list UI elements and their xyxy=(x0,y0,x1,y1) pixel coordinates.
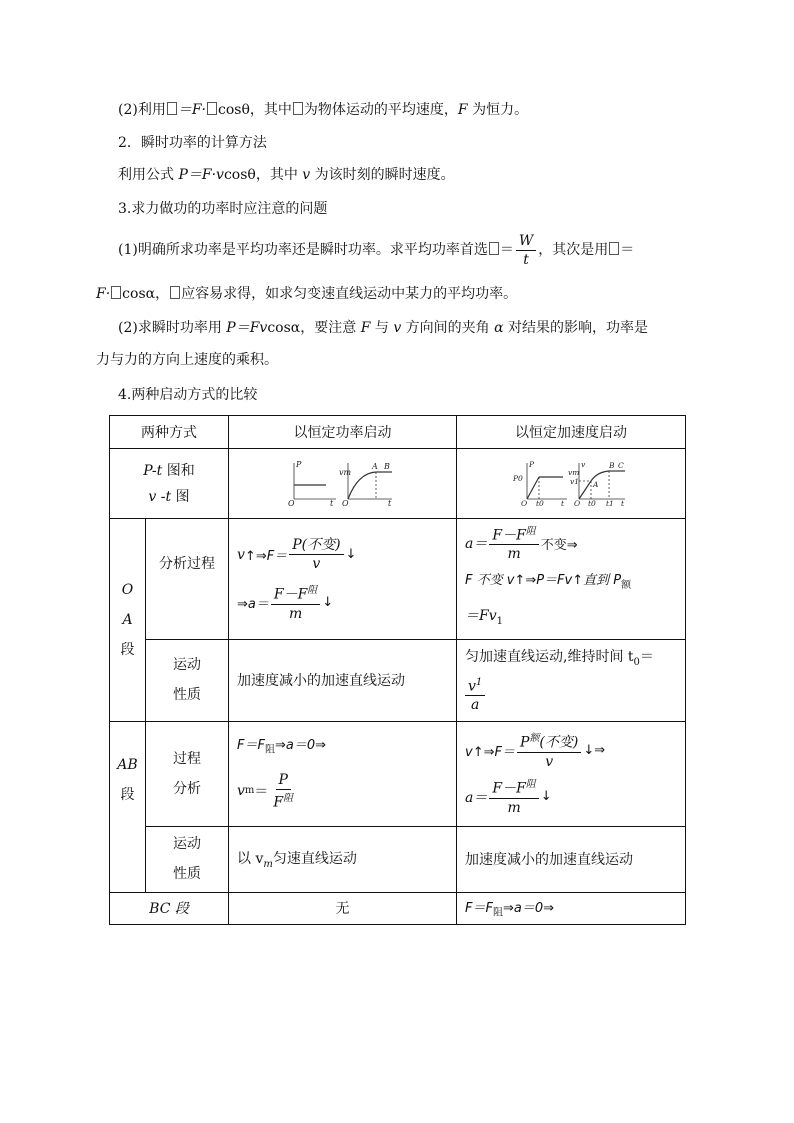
label-P: P xyxy=(295,459,301,469)
bc-constant-acceleration: $F=F_阻\Rightarrow a=0\Rightarrow$ xyxy=(457,892,686,924)
missing-symbol-box xyxy=(489,242,499,255)
label-A: A xyxy=(593,479,599,489)
bc-constant-power: 无 xyxy=(229,892,457,924)
paragraph-notes-2: (2)求瞬时功率用 P＝Fvcosα，要注意 F 与 v 方向间的夹角 α 对结果的影响，功率是 xyxy=(118,320,649,336)
missing-symbol-box xyxy=(293,102,303,115)
missing-symbol-box xyxy=(170,286,180,299)
label-A: A xyxy=(371,461,378,471)
label-v: v xyxy=(581,459,586,469)
label-t: t xyxy=(329,498,333,507)
table-row-ab-nature xyxy=(110,826,686,892)
label-B: B xyxy=(383,461,390,471)
label-t: t xyxy=(621,498,625,507)
label-P: P xyxy=(529,459,535,469)
graph-constant-acceleration xyxy=(513,457,629,507)
ab-nature-constant-power: 以 $v_m$匀速直线运动 xyxy=(229,826,457,892)
missing-symbol-box xyxy=(111,286,121,299)
ab-nature-constant-acceleration: 加速度减小的加速直线运动 xyxy=(457,826,686,892)
table-row-graphs xyxy=(110,449,686,519)
missing-symbol-box xyxy=(167,102,177,115)
oa-nature-constant-power: 加速度减小的加速直线运动 xyxy=(229,639,457,721)
sub-motion-nature: 运动 性质 xyxy=(146,639,229,721)
graphs-constant-acceleration xyxy=(457,449,686,519)
paragraph-instant-power: 利用公式 P＝F·vcosθ，其中 v 为该时刻的瞬时速度。 xyxy=(118,167,455,183)
group-oa-segment: O A 段 xyxy=(110,519,146,722)
table-header-row xyxy=(110,416,686,449)
header-constant-acceleration: 以恒定加速度启动 xyxy=(457,416,686,449)
label-C: C xyxy=(618,460,624,470)
label-t0: t0 xyxy=(588,498,596,507)
ab-analysis-constant-power: $F=F_阻\Rightarrow a=0\Rightarrow$ v m ＝ $\frac{P}{F^阻}$ xyxy=(229,721,457,826)
label-vm: vm xyxy=(568,467,580,477)
label-t0: t0 xyxy=(536,498,544,507)
sub-analysis-process: 分析过程 xyxy=(146,519,229,640)
oa-analysis-constant-acceleration: a＝ $\frac{F-F^阻}{m}$ 不变⇒ F 不变 v↑⇒P＝Fv↑直到 $P_额$ $=Fv_1$ xyxy=(457,519,686,640)
table-row-ab-analysis xyxy=(110,721,686,826)
header-constant-power: 以恒定功率启动 xyxy=(229,416,457,449)
label-O: O xyxy=(341,498,349,507)
heading-notes: 3.求力做功的功率时应注意的问题 xyxy=(118,201,328,217)
table-row-oa-analysis xyxy=(110,519,686,640)
paragraph-average-power-2: (2)利用 ＝F· cosθ，其中 为物体运动的平均速度，F 为恒力。 xyxy=(118,102,529,118)
missing-symbol-box xyxy=(207,102,217,115)
header-method: 两种方式 xyxy=(110,416,229,449)
table-row-bc xyxy=(110,892,686,924)
ab-analysis-constant-acceleration: v↑⇒F＝ $\frac{P^额(不变)}{v}$ ↓⇒ a＝ $\frac{F-F^阻}{m}$ ↓ xyxy=(457,721,686,826)
startup-comparison-table xyxy=(109,415,686,925)
oa-nature-constant-acceleration: 匀加速直线运动,维持时间 $t_0=$ $\frac{v^1}{a}$ xyxy=(457,639,686,721)
label-t: t xyxy=(561,498,565,507)
heading-startup-comparison: 4.两种启动方式的比较 xyxy=(118,387,258,403)
group-bc-segment: BC 段 xyxy=(110,892,229,924)
label-P0: P0 xyxy=(513,473,523,483)
fraction-w-over-t: $\frac{W}{t}$ xyxy=(516,232,536,269)
missing-symbol-box xyxy=(609,242,619,255)
graph-constant-power xyxy=(288,457,398,507)
graphs-constant-power xyxy=(229,449,457,519)
label-vm: vm xyxy=(338,467,351,477)
oa-analysis-constant-power: v ↑⇒F＝ $\frac{\text{P(不变)}}{v}$ ↓ ⇒a＝ $\frac{F-F^阻}{m}$ ↓ xyxy=(229,519,457,640)
sub-process-analysis: 过程 分析 xyxy=(146,721,229,826)
label-O: O xyxy=(287,498,295,507)
paragraph-notes-2-cont: 力与力的方向上速度的乘积。 xyxy=(96,352,278,368)
label-B: B xyxy=(609,460,615,470)
label-v1: v1 xyxy=(570,476,580,486)
heading-instant-power: 2．瞬时功率的计算方法 xyxy=(118,135,267,151)
label-O: O xyxy=(521,498,528,507)
label-t: t xyxy=(387,498,391,507)
paragraph-notes-1-cont: F· cosα， 应容易求得，如求匀变速直线运动中某力的平均功率。 xyxy=(96,286,518,302)
graph-row-label: P-t 图和 v -t 图 xyxy=(110,449,229,519)
table-row-oa-nature xyxy=(110,639,686,721)
group-ab-segment: AB 段 xyxy=(110,721,146,892)
paragraph-notes-1: (1)明确所求功率是平均功率还是瞬时功率。求平均功率首选 ＝ $\frac{W}{t}$ ，其次是用 ＝ xyxy=(118,232,635,268)
sub-motion-nature: 运动 性质 xyxy=(146,826,229,892)
label-t1: t1 xyxy=(606,498,614,507)
label-O: O xyxy=(574,498,581,507)
